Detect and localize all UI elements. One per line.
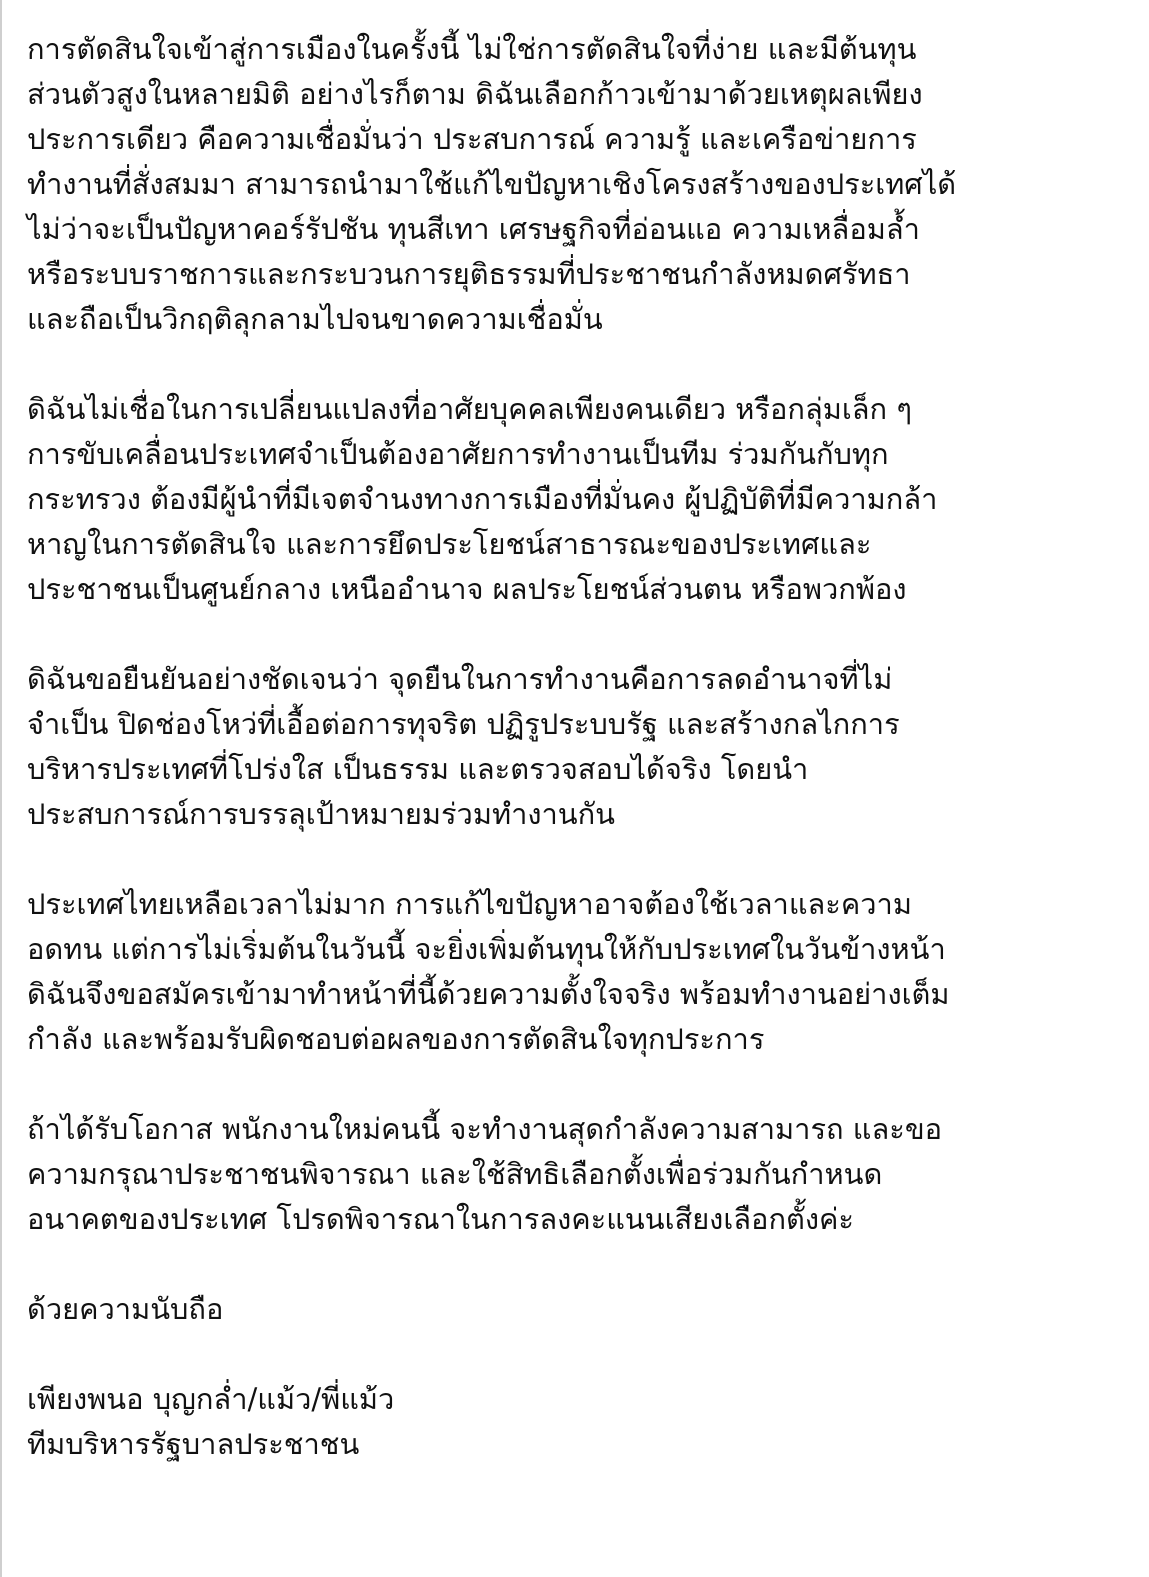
text-line: ดิฉันไม่เชื่อในการเปลี่ยนแปลงที่อาศัยบุคคลเพียงคนเดียว หรือกลุ่มเล็ก ๆ: [27, 392, 912, 426]
signature-name: เพียงพนอ บุญกล่ำ/แม้ว/พี่แม้ว: [27, 1382, 395, 1416]
signature-block: [27, 1377, 1132, 1467]
text-line: ประการเดียว คือความเชื่อมั่นว่า ประสบการณ์ ความรู้ และเครือข่ายการ: [27, 122, 917, 156]
text-line: ไม่ว่าจะเป็นปัญหาคอร์รัปชัน ทุนสีเทา เศรษฐกิจที่อ่อนแอ ความเหลื่อมล้ำ: [27, 212, 920, 246]
text-line: อดทน แต่การไม่เริ่มต้นในวันนี้ จะยิ่งเพิ่มต้นทุนให้กับประเทศในวันข้างหน้า: [27, 932, 946, 966]
text-line: หรือระบบราชการและกระบวนการยุติธรรมที่ประชาชนกำลังหมดศรัทธา: [27, 257, 911, 291]
text-line: ดิฉันขอยืนยันอย่างชัดเจนว่า จุดยืนในการทำงานคือการลดอำนาจที่ไม่: [27, 662, 893, 696]
paragraph-4: [27, 882, 1132, 1062]
text-line: ด้วยความนับถือ: [27, 1292, 224, 1326]
text-line: ประชาชนเป็นศูนย์กลาง เหนืออำนาจ ผลประโยชน์ส่วนตน หรือพวกพ้อง: [27, 572, 907, 606]
text-line: ประสบการณ์การบรรลุเป้าหมายมร่วมทำงานกัน: [27, 797, 616, 831]
closing-salutation: [27, 1287, 1132, 1332]
text-line: กระทรวง ต้องมีผู้นำที่มีเจตจำนงทางการเมืองที่มั่นคง ผู้ปฏิบัติที่มีความกล้า: [27, 482, 938, 516]
text-line: การขับเคลื่อนประเทศจำเป็นต้องอาศัยการทำงานเป็นทีม ร่วมกันกับทุก: [27, 437, 889, 471]
text-line: ประเทศไทยเหลือเวลาไม่มาก การแก้ไขปัญหาอาจต้องใช้เวลาและความ: [27, 887, 912, 921]
paragraph-2: [27, 387, 1132, 612]
text-line: ถ้าได้รับโอกาส พนักงานใหม่คนนี้ จะทำงานสุดกำลังความสามารถ และขอ: [27, 1112, 943, 1146]
text-line: หาญในการตัดสินใจ และการยึดประโยชน์สาธารณะของประเทศและ: [27, 527, 872, 561]
text-line: ความกรุณาประชาชนพิจารณา และใช้สิทธิเลือกตั้งเพื่อร่วมกันกำหนด: [27, 1157, 883, 1191]
text-line: ดิฉันจึงขอสมัครเข้ามาทำหน้าที่นี้ด้วยความตั้งใจจริง พร้อมทำงานอย่างเต็ม: [27, 977, 950, 1011]
text-line: จำเป็น ปิดช่องโหว่ที่เอื้อต่อการทุจริต ปฏิรูประบบรัฐ และสร้างกลไกการ: [27, 707, 900, 741]
left-border: [0, 0, 2, 1577]
text-line: และถือเป็นวิกฤติลุกลามไปจนขาดความเชื่อมั่น: [27, 302, 603, 336]
text-line: กำลัง และพร้อมรับผิดชอบต่อผลของการตัดสินใจทุกประการ: [27, 1022, 765, 1056]
text-line: อนาคตของประเทศ โปรดพิจารณาในการลงคะแนนเสียงเลือกตั้งค่ะ: [27, 1202, 854, 1236]
letter-document: [27, 27, 1132, 1467]
text-line: ส่วนตัวสูงในหลายมิติ อย่างไรก็ตาม ดิฉันเลือกก้าวเข้ามาด้วยเหตุผลเพียง: [27, 77, 923, 111]
paragraph-1: [27, 27, 1132, 342]
signature-team: ทีมบริหารรัฐบาลประชาชน: [27, 1427, 360, 1461]
text-line: บริหารประเทศที่โปร่งใส เป็นธรรม และตรวจสอบได้จริง โดยนำ: [27, 752, 809, 786]
paragraph-5: [27, 1107, 1132, 1242]
text-line: การตัดสินใจเข้าสู่การเมืองในครั้งนี้ ไม่ใช่การตัดสินใจที่ง่าย และมีต้นทุน: [27, 32, 917, 66]
paragraph-3: [27, 657, 1132, 837]
text-line: ทำงานที่สั่งสมมา สามารถนำมาใช้แก้ไขปัญหาเชิงโครงสร้างของประเทศได้: [27, 167, 957, 201]
